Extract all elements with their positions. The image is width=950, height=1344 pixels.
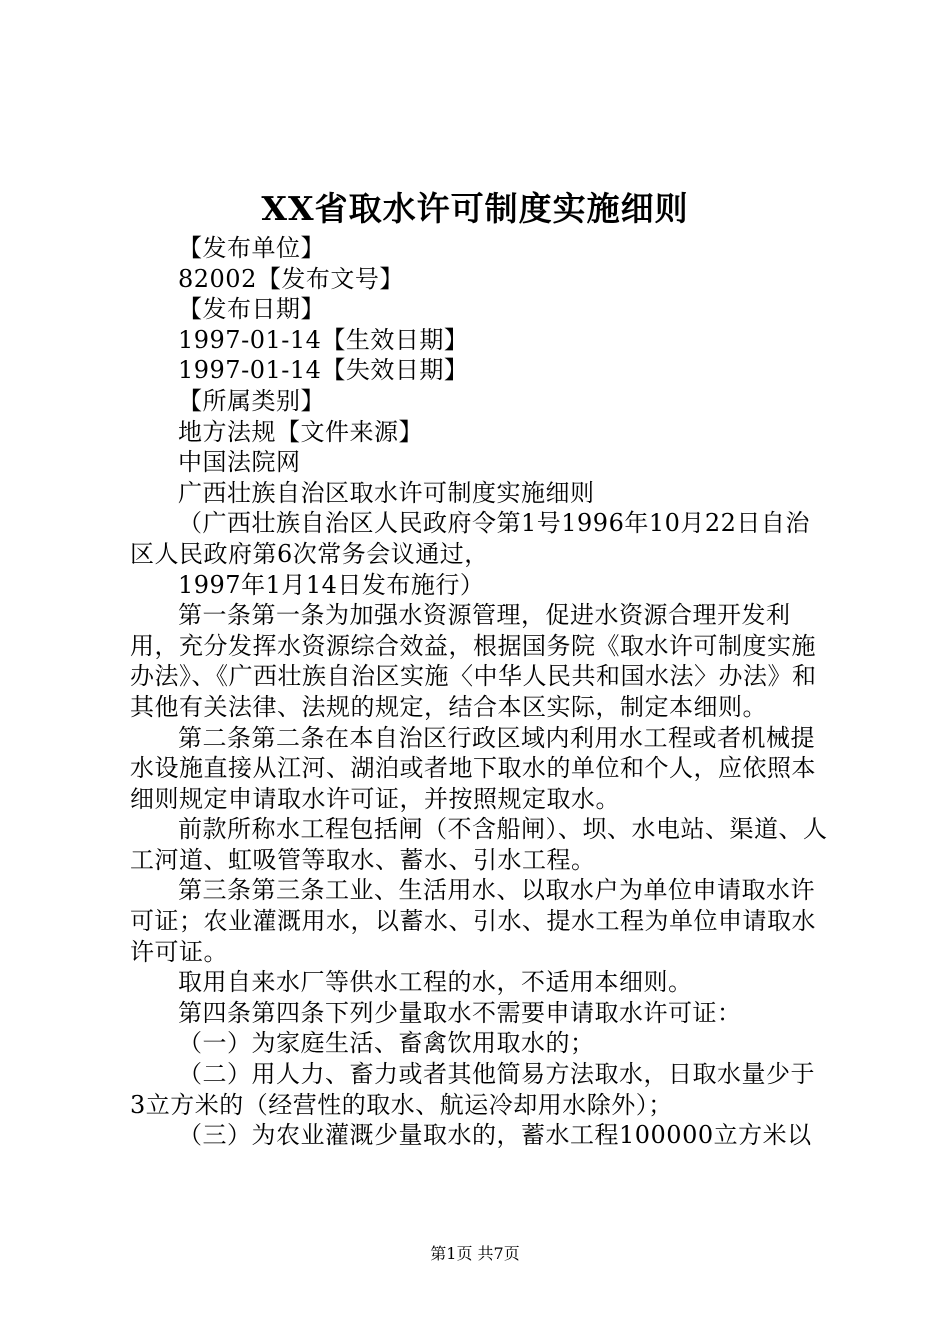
paragraph: 第二条第二条在本自治区行政区域内利用水工程或者机械提水设施直接从江河、湖泊或者地下取水的单位和个人，应依照本细则规定申请取水许可证，并按照规定取水。 xyxy=(130,723,816,813)
paragraph: 前款所称水工程包括闸（不含船闸）、坝、水电站、渠道、人工河道、虹吸管等取水、蓄水、引水工程。 xyxy=(130,815,828,874)
paragraph: 中国法院网 xyxy=(178,448,301,477)
paragraph: （三）为农业灌溉少量取水的，蓄水工程100000立方米以 xyxy=(178,1121,812,1150)
paragraph: 广西壮族自治区取水许可制度实施细则 xyxy=(178,478,595,507)
paragraph: 第一条第一条为加强水资源管理，促进水资源合理开发利用，充分发挥水资源综合效益，根据国务院《取水许可制度实施办法》、《广西壮族自治区实施〈中华人民共和国水法〉办法》和其他有关法律、法规的规定，结合本区实际，制定本细则。 xyxy=(130,601,817,721)
document-body xyxy=(130,233,830,1151)
paragraph: 82002【发布文号】 xyxy=(178,264,404,293)
page-footer: 第1页 共7页 xyxy=(430,1244,520,1263)
paragraph: 1997-01-14【生效日期】 xyxy=(178,325,469,354)
paragraph: 【发布日期】 xyxy=(178,295,325,324)
paragraph: 第三条第三条工业、生活用水、以取水户为单位申请取水许可证；农业灌溉用水，以蓄水、引水、提水工程为单位申请取水许可证。 xyxy=(130,876,816,966)
paragraph: （广西壮族自治区人民政府令第1号1996年10月22日自治区人民政府第6次常务会议通过， xyxy=(130,509,810,568)
paragraph: 取用自来水厂等供水工程的水，不适用本细则。 xyxy=(178,968,693,997)
paragraph: 【发布单位】 xyxy=(178,234,325,262)
paragraph: 第四条第四条下列少量取水不需要申请取水许可证： xyxy=(178,998,742,1027)
paragraph: 地方法规【文件来源】 xyxy=(178,417,423,446)
paragraph: （二）用人力、畜力或者其他简易方法取水，日取水量少于3立方米的（经营性的取水、航运冷却用水除外）； xyxy=(130,1060,815,1119)
document-title: XX省取水许可制度实施细则 xyxy=(261,189,689,228)
paragraph: （一）为家庭生活、畜禽饮用取水的； xyxy=(178,1029,595,1058)
paragraph: 1997-01-14【失效日期】 xyxy=(178,356,469,385)
paragraph: 1997年1月14日发布施行） xyxy=(178,570,485,599)
paragraph: 【所属类别】 xyxy=(178,386,325,415)
